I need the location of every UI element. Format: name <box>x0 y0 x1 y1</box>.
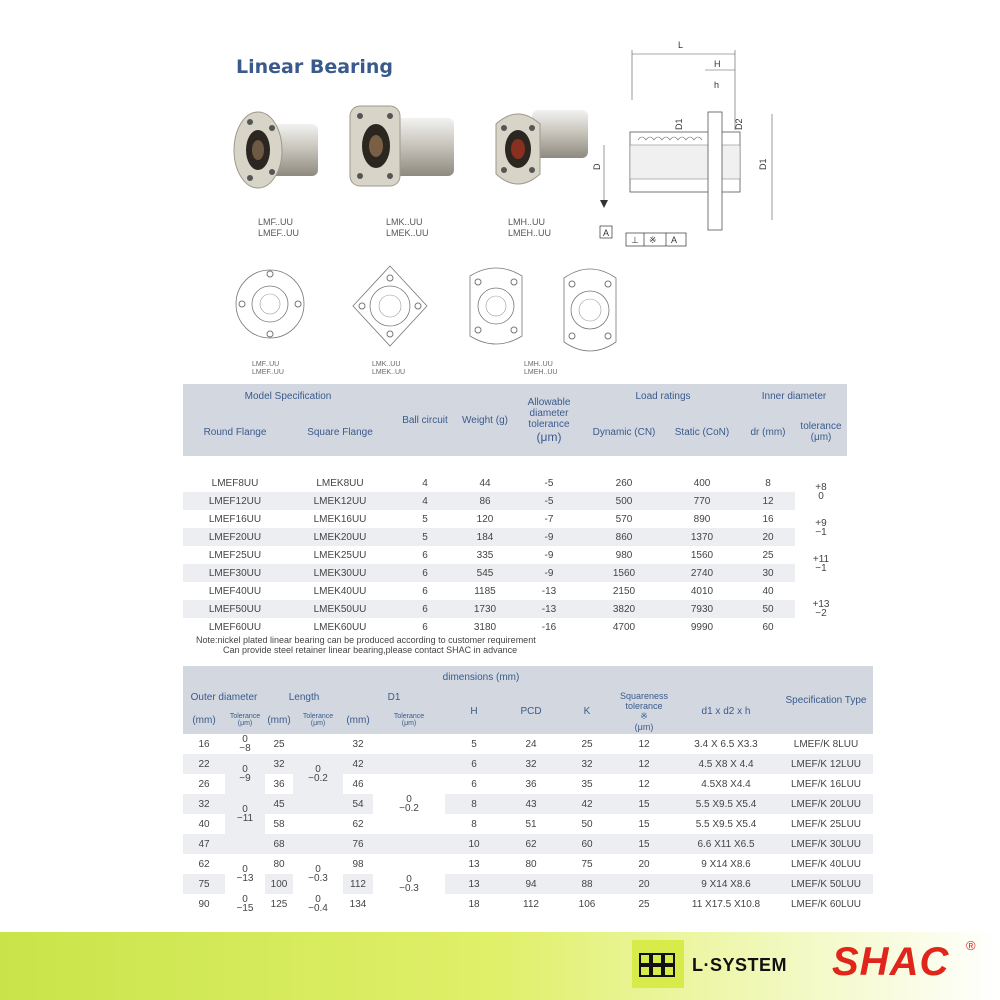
svg-text:L: L <box>678 40 684 50</box>
table-row: 16 0 −8 25 32 5 24 25 12 3.4 X 6.5 X3.3 LMEF/K 8LUU <box>198 734 859 754</box>
round-flange-header: Round Flange <box>183 408 287 456</box>
round-flange-bearing-photo <box>228 108 324 192</box>
table-row: LMEF25UU LMEK25UU 6 335 -9 980 1560 25 +11 −1 <box>183 546 847 564</box>
allowable-tolerance-header: Allowable diameter tolerance (μm) <box>513 384 585 456</box>
table-row: 26 36 46 0 −0.2 6 36 35 12 4.5X8 X4.4 LMEF/K 16LUU <box>198 778 862 814</box>
table-row: LMEF12UU LMEK12UU 4 86 -5 500 770 12 <box>183 492 847 510</box>
svg-text:D1: D1 <box>758 158 768 170</box>
round-flange-drawing <box>232 260 310 350</box>
svg-text:D2: D2 <box>734 118 744 130</box>
square-flange-header: Square Flange <box>287 408 393 456</box>
dimensions-table: dimensions (mm) Specification Type Outer diameter Length D1 H PCD K Squareness tolerance ※ (μm) d1 x d2 x h (mm) Tolerance (μm) (mm) Tolerance (μm) (mm) Tolerance (μm) 16 0 −8 25 32 5 24 25 12 3.4 X 6.5 X3.3 LMEF/K 8LUU 22 0 −9 32 0 −0.2 42 6 32 32 12 4.5 X8 X 4.4 LMEF/K 12LUU 26 36 46 0 −0.2 6 36 35 12 4.5X8 X4.4 LMEF/K 16LUU 32 0 −11 45 54 8 43 42 15 5.5 X9.5 X5.4 LMEF/K 20LUU 40 58 62 8 51 50 15 5.5 X9.5 X5.4 LMEF/K 25LUU 47 68 76 10 62 60 15 6.6 X11 X6.5 LMEF/K 30LUU 62 0 −13 80 0 −0.3 98 0 −0.3 13 80 75 20 9 X14 X8.6 LMEF/K 40LUU 75 100 112 13 94 88 20 9 X14 X8.6 LMEF/K 50LUU 90 0 −15 125 0 −0.4 134 18 112 106 25 11 X17.5 X10.8 LMEF/K 60LUU <box>183 666 873 914</box>
section-drawing <box>590 40 790 255</box>
dynamic-header: Dynamic (CN) <box>585 408 663 456</box>
length-header: Length <box>265 688 343 706</box>
photo-caption-oval: LMH..UU LMEH..UU <box>508 217 552 238</box>
oval-flange-drawing-2 <box>556 262 624 358</box>
drawing-caption-round: LMF..UU LMEF..UU <box>252 361 284 376</box>
photo-caption-square: LMK..UU LMEK..UU <box>386 217 429 238</box>
svg-text:D1: D1 <box>674 118 684 130</box>
table-row: 40 58 62 8 51 50 15 5.5 X9.5 X5.4 LMEF/K 25LUU <box>198 818 862 830</box>
spec-type-header: Specification Type <box>779 666 873 734</box>
table-row: LMEF16UU LMEK16UU 5 120 -7 570 890 16 +9 −1 <box>183 510 847 528</box>
lsystem-logo-icon <box>632 940 684 988</box>
h-header: H <box>445 688 503 734</box>
table-row: 22 0 −9 32 0 −0.2 42 6 32 32 12 4.5 X8 X 4.4 LMEF/K 12LUU <box>183 754 873 774</box>
shac-logo: SHAC <box>832 940 950 984</box>
load-ratings-header: Load ratings <box>585 384 741 408</box>
inner-tolerance-cell: +11 −1 <box>812 554 830 574</box>
square-flange-drawing <box>345 258 435 358</box>
model-spec-header: Model Specification <box>183 384 393 408</box>
svg-text:D: D <box>592 163 602 170</box>
weight-header: Weight (g) <box>457 384 513 456</box>
inner-tolerance-cell: +8 0 <box>815 482 827 502</box>
svg-text:⊥: ⊥ <box>631 235 639 245</box>
photo-caption-round: LMF..UU LMEF..UU <box>258 217 300 238</box>
inner-tolerance-cell: +13 −2 <box>812 599 830 619</box>
square-flange-bearing-photo <box>346 100 458 192</box>
d1d2h-header: d1 x d2 x h <box>673 688 779 734</box>
dr-header: dr (mm) <box>741 408 795 456</box>
outer-diameter-header: Outer diameter <box>183 688 265 706</box>
table-row: 90 0 −15 125 0 −0.4 134 18 112 106 25 11 X17.5 X10.8 LMEF/K 60LUU <box>198 894 862 914</box>
table-row: LMEF40UU LMEK40UU 6 1185 -13 2150 4010 40 +13 −2 <box>183 582 847 600</box>
dimensions-header: dimensions (mm) <box>183 666 779 688</box>
note: Note:nickel plated linear bearing can be produced according to customer requirement Can provide steel retainer linear bearing,please contact SHAC in advance <box>196 635 536 655</box>
drawing-caption-square: LMK..UU LMEK..UU <box>372 361 406 376</box>
drawing-caption-oval: LMH..UU LMEH..UU <box>524 361 558 376</box>
table-row: LMEF8UU LMEK8UU 4 44 -5 260 400 8 +8 0 <box>183 474 847 492</box>
inner-tolerance-cell: +9 −1 <box>815 518 827 538</box>
svg-text:H: H <box>714 59 721 69</box>
table-row: LMEF20UU LMEK20UU 5 184 -9 860 1370 20 <box>183 528 847 546</box>
tolerance-header: tolerance (μm) <box>795 408 847 456</box>
oval-flange-drawing <box>462 262 530 350</box>
table-row: LMEF50UU LMEK50UU 6 1730 -13 3820 7930 50 <box>183 600 847 618</box>
svg-text:※: ※ <box>649 235 657 245</box>
oval-flange-bearing-photo <box>488 104 592 194</box>
squareness-header: Squareness tolerance ※ (μm) <box>615 688 673 734</box>
table-row: 75 100 112 13 94 88 20 9 X14 X8.6 LMEF/K 50LUU <box>183 874 873 894</box>
registered-mark: ® <box>966 938 976 953</box>
static-header: Static (CoN) <box>663 408 741 456</box>
model-spec-table <box>183 384 847 636</box>
table-row: LMEF30UU LMEK30UU 6 545 -9 1560 2740 30 <box>183 564 847 582</box>
svg-text:h: h <box>714 80 720 90</box>
page-title: Linear Bearing <box>236 56 394 78</box>
pcd-header: PCD <box>503 688 559 734</box>
table-row: LMEF60UU LMEK60UU 6 3180 -16 4700 9990 60 <box>208 621 774 633</box>
table-row: 32 0 −11 45 54 8 43 42 15 5.5 X9.5 X5.4 LMEF/K 20LUU <box>183 794 873 814</box>
table-row: 47 68 76 10 62 60 15 6.6 X11 X6.5 LMEF/K 30LUU <box>183 834 873 854</box>
svg-text:A: A <box>603 228 610 238</box>
inner-diameter-header: Inner diameter <box>741 384 847 408</box>
ball-circuit-header: Ball circuit <box>393 384 457 456</box>
k-header: K <box>559 688 615 734</box>
d1-header: D1 <box>343 688 445 706</box>
svg-text:A: A <box>671 235 678 245</box>
table-row: 62 0 −13 80 0 −0.3 98 0 −0.3 13 80 75 20 9 X14 X8.6 LMEF/K 40LUU <box>198 858 862 894</box>
lsystem-wordmark: L·SYSTEM <box>692 955 788 975</box>
